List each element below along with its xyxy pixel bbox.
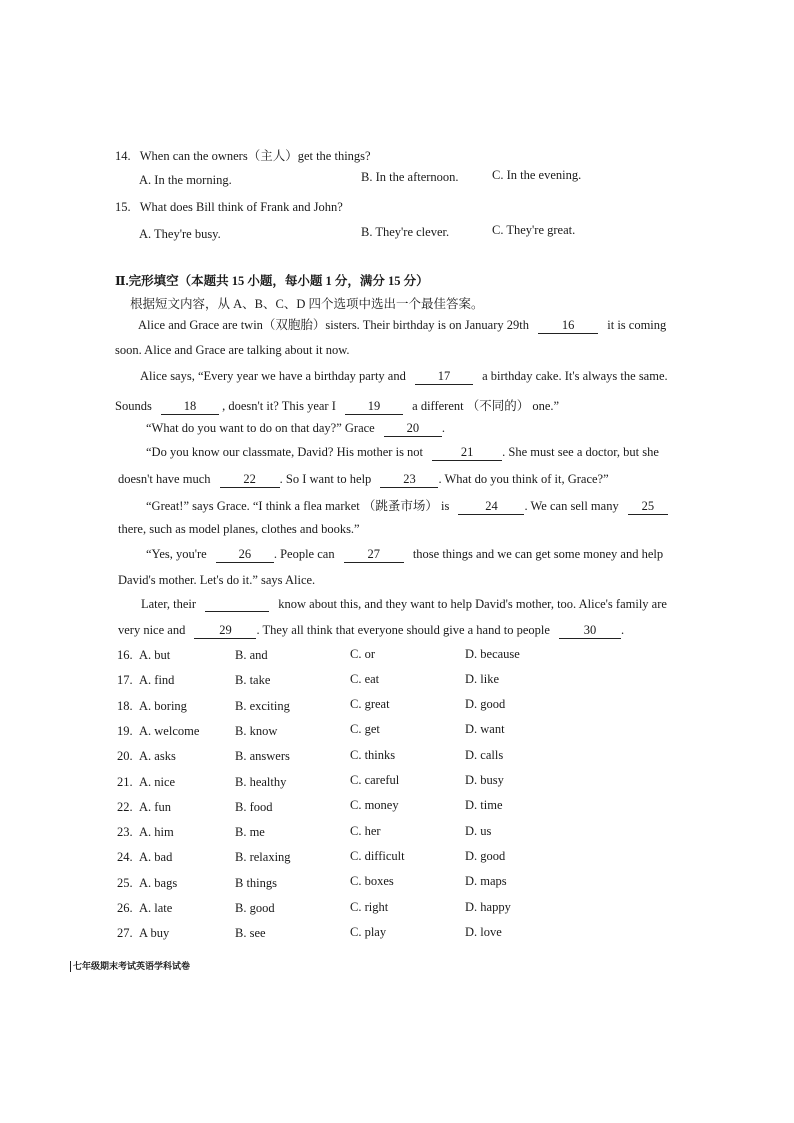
choice-number: 21. [117,774,133,789]
choice-option-c: C. great [350,697,390,712]
q14-option-c: C. In the evening. [492,168,582,182]
choice-option-d: D. good [465,848,506,863]
choice-number: 23. [117,825,133,840]
choice-option-d: D. busy [465,773,504,787]
section-instruction: 根据短文内容，从 A、B、C、D 四个选项中选出一个最佳答案。 [130,297,484,311]
choice-option-b: B. answers [235,749,290,764]
blank-16: 16 [538,318,598,334]
choice-number: 16. [117,648,133,662]
choice-option-a: A. asks [139,749,176,764]
choice-option-a: A buy [139,926,170,941]
choice-option-a: A. nice [139,774,176,789]
choice-option-b: B. take [235,673,271,688]
passage-line-1: Alice and Grace are twin（双胞胎）sisters. Their birthday is on January 29th 16 it is coming [138,318,667,332]
choice-option-a: A. bags [139,875,178,890]
choice-number: 17. [117,673,133,688]
blank-27: 27 [344,547,404,563]
choice-option-c: C. thinks [350,747,396,762]
choice-number: 20. [117,749,133,764]
blank-26: 26 [216,547,274,563]
choice-number: 18. [117,698,133,713]
choice-option-b: B. good [235,901,275,915]
blank-21: 21 [432,445,502,461]
choice-number: 27. [117,926,133,941]
passage-line-4: Sounds 18 , doesn't it? This year I 19 a different （不同的） one.” [115,399,560,413]
passage-line-11: David's mother. Let's do it.” says Alice. [118,573,316,587]
choice-option-a: A. find [139,673,175,688]
question-14 [115,146,371,164]
section-title: Ⅱ.完形填空（本题共 15 小题，每小题 1 分，满分 15 分） [115,274,429,288]
choice-option-a: A. fun [139,799,171,814]
blank-24: 24 [458,499,524,515]
choice-option-d: D. want [465,722,505,737]
passage-line-3: Alice says, “Every year we have a birthday party and 17 a birthday cake. It's always the same. [140,369,668,383]
q15-option-b: B. They're clever. [361,225,450,239]
choice-option-d: D. like [465,671,500,686]
choice-option-b: B things [235,875,278,890]
blank-23: 23 [380,472,438,488]
choice-option-b: B. healthy [235,774,287,789]
passage-line-8: “Great!” says Grace. “I think a flea market （跳蚤市场） is 24 . We can sell many 25 [146,496,668,515]
blank-22: 22 [220,472,280,488]
choice-option-d: D. calls [465,747,504,762]
choice-number: 19. [117,723,133,738]
choice-option-b: B. relaxing [235,850,291,865]
passage-line-7: doesn't have much 22 . So I want to help 23 . What do you think of it, Grace?” [118,472,609,486]
choice-option-d: D. because [465,646,520,661]
passage-line-9: there, such as model planes, clothes and books.” [118,522,360,536]
choice-option-c: C. careful [350,773,400,787]
blank-19: 19 [345,399,403,415]
choice-option-c: C. right [350,899,389,914]
choice-option-d: D. time [465,798,503,813]
choice-option-a: A. boring [139,698,187,713]
question-text: What does Bill think of Frank and John? [139,200,343,214]
choice-option-a: A. late [139,901,173,915]
choice-option-b: B. see [235,926,266,941]
choice-number: 26. [117,901,133,915]
blank-20: 20 [384,421,442,437]
blank-18: 18 [161,399,219,415]
blank-28 [205,597,269,612]
choice-option-d: D. maps [465,874,507,889]
q15-option-a: A. They're busy. [139,227,221,241]
q14-option-a: A. In the morning. [139,173,232,187]
q15-option-c: C. They're great. [492,223,576,237]
choice-option-b: B. food [235,799,273,814]
choice-option-c: C. her [350,823,381,838]
choice-option-a: A. him [139,825,174,840]
footer-label: 七年级期末考试英语学科试卷 [70,959,190,972]
question-15 [115,200,343,215]
choice-option-b: B. and [235,648,268,662]
choice-option-a: A. bad [139,850,173,865]
choice-option-b: B. me [235,825,265,840]
passage-line-12: Later, their know about this, and they want to help David's mother, too. Alice's family are [141,597,667,611]
passage-line-2: soon. Alice and Grace are talking about it now. [115,343,350,357]
choice-option-c: C. or [350,646,375,661]
choice-option-b: B. exciting [235,698,290,713]
passage-line-13: very nice and 29 . They all think that everyone should give a hand to people 30 . [118,623,625,637]
choice-option-a: A. but [139,648,171,662]
choice-number: 22. [117,799,133,814]
choice-option-c: C. difficult [350,848,405,863]
choice-option-b: B. know [235,723,278,738]
choice-option-c: C. money [350,798,399,813]
q14-option-b: B. In the afternoon. [361,170,459,184]
choice-option-c: C. get [350,722,380,737]
choice-option-d: D. good [465,697,506,712]
passage-line-10: “Yes, you're 26 . People can 27 those things and we can get some money and help [146,547,664,561]
choice-option-c: C. boxes [350,874,394,889]
choice-option-a: A. welcome [139,723,200,738]
choice-number: 25. [117,875,133,890]
blank-17: 17 [415,369,473,385]
choice-option-d: D. us [465,823,492,838]
choice-option-d: D. love [465,924,502,939]
choice-option-c: C. play [350,924,387,939]
question-text: When can the owners（主人）get the things? [139,149,371,163]
choice-number: 24. [117,850,133,865]
question-number: 14. [115,149,131,163]
choice-option-c: C. eat [350,671,380,686]
blank-25: 25 [628,499,668,515]
blank-30: 30 [559,623,621,639]
blank-29: 29 [194,623,256,639]
question-number: 15. [115,200,131,214]
choice-option-d: D. happy [465,899,511,914]
passage-line-6: “Do you know our classmate, David? His mother is not 21 . She must see a doctor, but she [146,445,659,459]
passage-line-5: “What do you want to do on that day?” Grace 20 . [146,421,445,435]
